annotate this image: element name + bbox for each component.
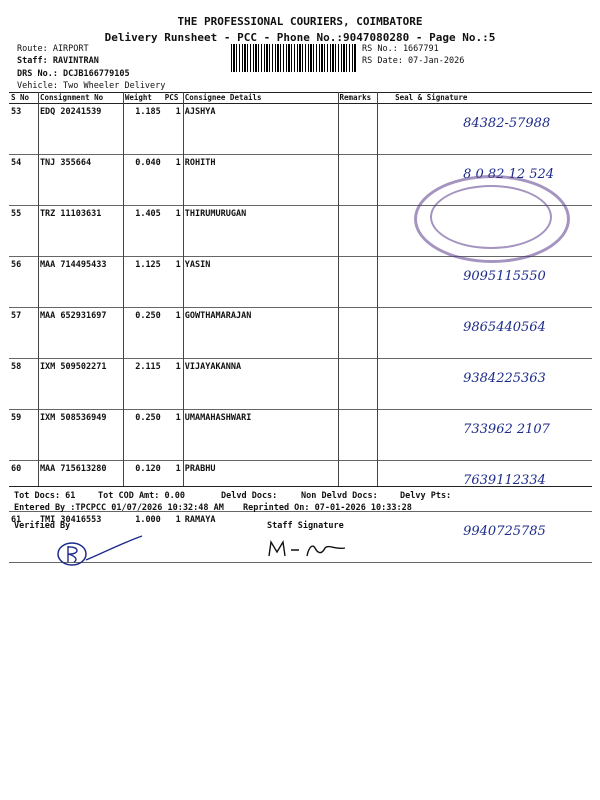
cell-consignee: RAMAYA xyxy=(183,512,338,563)
cell-weight: 1.185 xyxy=(123,104,163,155)
staff-signature xyxy=(265,536,355,560)
reprinted-on: Reprinted On: 07-01-2026 10:33:28 xyxy=(243,503,412,513)
cell-signature: 9940725785 xyxy=(373,512,592,563)
col-divider xyxy=(123,92,124,486)
cell-consignee: THIRUMURUGAN xyxy=(183,206,338,257)
cell-pcs: 1 xyxy=(163,410,183,461)
authority-seal-inner xyxy=(430,185,552,249)
cell-remarks xyxy=(338,257,374,308)
cell-remarks xyxy=(338,308,374,359)
col-sno: S No xyxy=(9,92,38,104)
cell-consignment: MAA 715613280 xyxy=(38,461,123,512)
cell-consignment: MAA 714495433 xyxy=(38,257,123,308)
staff-signature-label: Staff Signature xyxy=(267,521,344,531)
cell-remarks xyxy=(338,206,374,257)
cell-weight: 0.250 xyxy=(123,308,163,359)
table-row xyxy=(9,257,592,308)
verified-by-label: Verified By xyxy=(14,521,71,531)
cell-pcs: 1 xyxy=(163,308,183,359)
table-row xyxy=(9,104,592,155)
cell-signature: 9865440564 xyxy=(373,308,592,359)
verified-signature xyxy=(50,530,150,570)
col-consignee: Consignee Details xyxy=(183,92,338,104)
cell-pcs: 1 xyxy=(163,512,183,563)
cell-remarks xyxy=(338,410,374,461)
cell-consignment: IXM 508536949 xyxy=(38,410,123,461)
col-divider xyxy=(38,92,39,486)
cell-pcs: 1 xyxy=(163,206,183,257)
cell-remarks xyxy=(338,155,374,206)
cell-consignee: GOWTHAMARAJAN xyxy=(183,308,338,359)
cell-sno: 53 xyxy=(9,104,38,155)
col-remarks: Remarks xyxy=(339,93,372,102)
cell-signature: 9384225363 xyxy=(373,359,592,410)
cell-signature: 7639112334 xyxy=(373,461,592,512)
route-label: Route: AIRPORT xyxy=(17,44,89,54)
company-title: THE PROFESSIONAL COURIERS, COIMBATORE xyxy=(177,15,423,28)
cell-signature: 733962 2107 xyxy=(373,410,592,461)
cell-consignment: TMI 30416553 xyxy=(38,512,123,563)
col-seal-signature: Seal & Signature xyxy=(373,92,592,104)
rs-date-label: RS Date: 07-Jan-2026 xyxy=(362,56,465,66)
runsheet-subtitle: Delivery Runsheet - PCC - Phone No.:9047080280 - Page No.:5 xyxy=(104,31,496,44)
non-delvd-docs: Non Delvd Docs: xyxy=(301,491,378,501)
cell-consignee: VIJAYAKANNA xyxy=(183,359,338,410)
cell-sno: 55 xyxy=(9,206,38,257)
cell-consignee: UMAMAHASHWARI xyxy=(183,410,338,461)
cell-pcs: 1 xyxy=(163,104,183,155)
cell-weight: 2.115 xyxy=(123,359,163,410)
delvy-pts: Delvy Pts: xyxy=(400,491,452,501)
table-bottom-border xyxy=(9,486,592,487)
cell-consignment: TNJ 355664 xyxy=(38,155,123,206)
cell-consignment: IXM 509502271 xyxy=(38,359,123,410)
table-row xyxy=(9,410,592,461)
cell-sno: 57 xyxy=(9,308,38,359)
cell-consignment: MAA 652931697 xyxy=(38,308,123,359)
cell-weight: 0.040 xyxy=(123,155,163,206)
cell-signature: 8 0 82 12 524 xyxy=(373,155,592,206)
cell-consignee: YASIN xyxy=(183,257,338,308)
col-weight: Weight xyxy=(123,92,163,104)
tot-cod: Tot COD Amt: 0.00 xyxy=(98,491,185,501)
cell-remarks xyxy=(338,359,374,410)
cell-signature: 9095115550 xyxy=(373,257,592,308)
table-row xyxy=(9,308,592,359)
cell-consignee: ROHITH xyxy=(183,155,338,206)
cell-weight: 1.000 xyxy=(123,512,163,563)
cell-consignee: PRABHU xyxy=(183,461,338,512)
cell-sno: 60 xyxy=(9,461,38,512)
cell-sno: 58 xyxy=(9,359,38,410)
col-divider xyxy=(183,92,184,486)
cell-signature: 84382-57988 xyxy=(373,104,592,155)
staff-label: Staff: RAVINTRAN xyxy=(17,56,99,66)
cell-consignment: EDQ 20241539 xyxy=(38,104,123,155)
drs-label: DRS No.: DCJB166779105 xyxy=(17,69,130,79)
cell-sno: 54 xyxy=(9,155,38,206)
cell-sno: 59 xyxy=(9,410,38,461)
delvd-docs: Delvd Docs: xyxy=(221,491,278,501)
table-header-row xyxy=(9,92,592,104)
barcode xyxy=(231,44,357,72)
cell-consignee: AJSHYA xyxy=(183,104,338,155)
cell-weight: 0.120 xyxy=(123,461,163,512)
cell-pcs: 1 xyxy=(163,155,183,206)
cell-weight: 1.125 xyxy=(123,257,163,308)
cell-sno: 56 xyxy=(9,257,38,308)
cell-consignment: TRZ 11103631 xyxy=(38,206,123,257)
col-pcs: PCS xyxy=(163,92,183,104)
cell-pcs: 1 xyxy=(163,359,183,410)
col-divider xyxy=(377,92,378,486)
tot-docs: Tot Docs: 61 xyxy=(14,491,76,501)
rs-no-label: RS No.: 1667791 xyxy=(362,44,439,54)
vehicle-label: Vehicle: Two Wheeler Delivery xyxy=(17,81,166,91)
cell-pcs: 1 xyxy=(163,257,183,308)
entered-by: Entered By :TPCPCC 01/07/2026 10:32:48 AM xyxy=(14,503,224,513)
cell-sno: 61 xyxy=(9,512,38,563)
cell-weight: 0.250 xyxy=(123,410,163,461)
cell-remarks xyxy=(338,104,374,155)
cell-pcs: 1 xyxy=(163,461,183,512)
col-divider xyxy=(338,92,339,486)
col-consignment: Consignment No xyxy=(38,92,123,104)
table-row xyxy=(9,359,592,410)
cell-weight: 1.405 xyxy=(123,206,163,257)
